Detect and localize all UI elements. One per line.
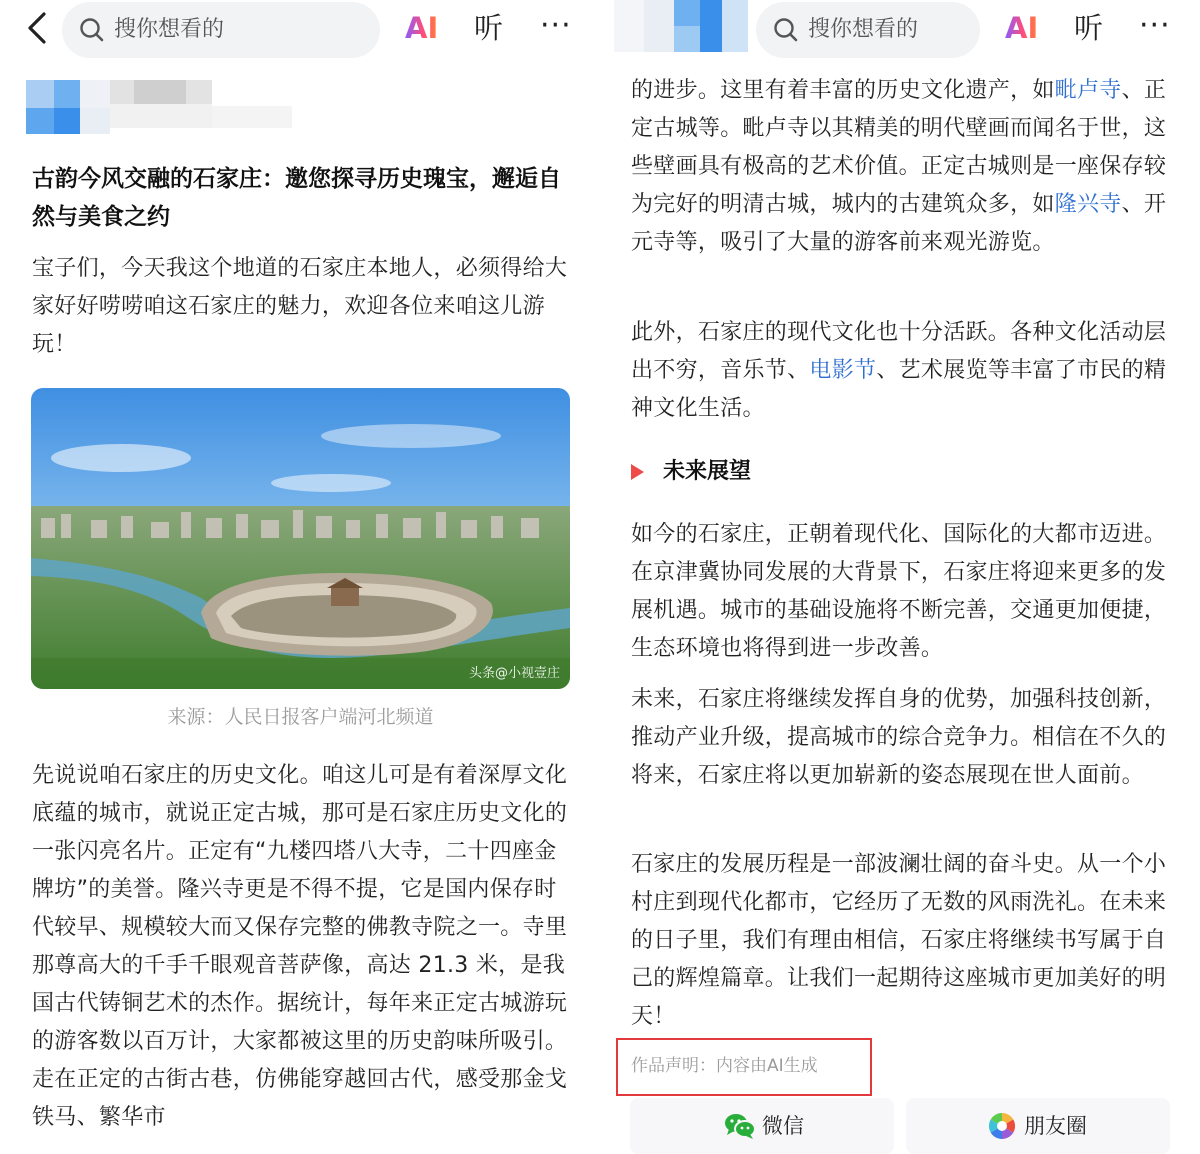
future-paragraph-3: 石家庄的发展历程是一部波澜壮阔的奋斗史。从一个小村庄到现代化都市，它经历了无数的风雨洗礼。在未来的日子里，我们有理由相信，石家庄将继续书写属于自己的辉煌篇章。让我们一起期待这座城市更加美好的明天！ — [631, 852, 1167, 1029]
link-longxing-temple[interactable]: 隆兴寺 — [1054, 192, 1122, 217]
more-icon[interactable]: ··· — [1139, 8, 1171, 43]
play-triangle-icon — [631, 464, 644, 480]
text-run: 、开元寺等，吸引了大量的游客前来观光游览。 — [631, 192, 1167, 255]
left-screen — [0, 0, 594, 1154]
search-placeholder: 搜你想看的 — [808, 17, 919, 42]
ai-icon[interactable]: AI — [1005, 11, 1039, 45]
city-wall-photo[interactable] — [31, 388, 570, 689]
search-input[interactable] — [62, 2, 380, 58]
text-run: 、艺术展览等丰富了市民的精神文化生活。 — [631, 358, 1167, 421]
listen-button[interactable]: 听 — [474, 11, 504, 45]
future-paragraph-1: 如今的石家庄，正朝着现代化、国际化的大都市迈进。在京津冀协同发展的大背景下，石家庄将迎来更多的发展机遇。城市的基础设施将不断完善，交通更加便捷，生态环境也将得到进一步改善。 — [631, 522, 1167, 661]
moments-icon — [988, 1112, 1016, 1144]
share-wechat-label: 微信 — [762, 1114, 804, 1138]
future-paragraph-2: 未来，石家庄将继续发挥自身的优势，加强科技创新，推动产业升级，提高城市的综合竞争力。相信在不久的将来，石家庄将以更加崭新的姿态展现在世人面前。 — [631, 687, 1167, 788]
ai-icon[interactable]: AI — [405, 11, 439, 45]
intro-paragraph: 宝子们，今天我这个地道的石家庄本地人，必须得给大家好好唠唠咱这石家庄的魅力，欢迎各位来咱这儿游玩！ — [32, 256, 568, 357]
text-run: 、正定古城等。毗卢寺以其精美的明代壁画而闻名于世，这些壁画具有极高的艺术价值。正定古城则是一座保存较为完好的明清古城，城内的古建筑众多，如 — [631, 78, 1167, 217]
search-icon — [772, 16, 800, 44]
wechat-icon — [724, 1112, 756, 1144]
author-avatar-small[interactable] — [614, 0, 748, 52]
ai-content-statement: 作品声明：内容由AI生成 — [631, 1056, 818, 1076]
search-placeholder: 搜你想看的 — [114, 17, 225, 42]
share-moments-label: 朋友圈 — [1024, 1114, 1087, 1138]
section-heading-text: 未来展望 — [663, 459, 752, 484]
share-wechat-button[interactable] — [630, 1098, 894, 1154]
image-caption: 来源：人民日报客户端河北频道 — [167, 706, 434, 728]
history-continued-paragraph — [631, 72, 1171, 262]
search-icon — [78, 16, 106, 44]
history-paragraph: 先说说咱石家庄的历史文化。咱这儿可是有着深厚文化底蕴的城市，就说正定古城，那可是石家庄历史文化的一张闪亮名片。正定有“九楼四塔八大寺，二十四座金牌坊”的美誉。隆兴寺更是不得不提，它是国内保存时代较早、规模较大而又保存完整的佛教寺院之一。寺里那尊高大的千手千眼观音菩萨像，高达 21.3 米，是我国古代铸铜艺术的杰作。据统计，每年来正定古城游玩的游客数以百万计，大家都被这里的历史韵味所吸引。走在正定的古街古巷，仿佛能穿越回古代，感受那金戈铁马、繁华市 — [32, 763, 568, 1130]
text-run: 此外，石家庄的现代文化也十分活跃。各种文化活动层出不穷，音乐节、 — [631, 320, 1167, 383]
search-input[interactable] — [756, 2, 980, 58]
image-watermark: 头条@小视壹庄 — [468, 666, 560, 681]
culture-paragraph — [631, 314, 1171, 428]
link-pilu-temple[interactable]: 毗卢寺 — [1054, 78, 1122, 103]
link-film-festival[interactable]: 电影节 — [809, 358, 877, 383]
share-moments-button[interactable] — [906, 1098, 1170, 1154]
article-title: 古韵今风交融的石家庄：邀您探寻历史瑰宝，邂逅自然与美食之约 — [32, 166, 561, 230]
top-bar — [606, 0, 1200, 58]
listen-button[interactable]: 听 — [1074, 11, 1104, 45]
author-avatar[interactable] — [26, 80, 296, 136]
back-arrow-icon[interactable] — [20, 8, 56, 48]
more-icon[interactable]: ··· — [540, 8, 572, 43]
right-screen — [606, 0, 1200, 1154]
top-bar — [0, 0, 594, 58]
text-run: 的进步。这里有着丰富的历史文化遗产，如 — [631, 78, 1055, 103]
